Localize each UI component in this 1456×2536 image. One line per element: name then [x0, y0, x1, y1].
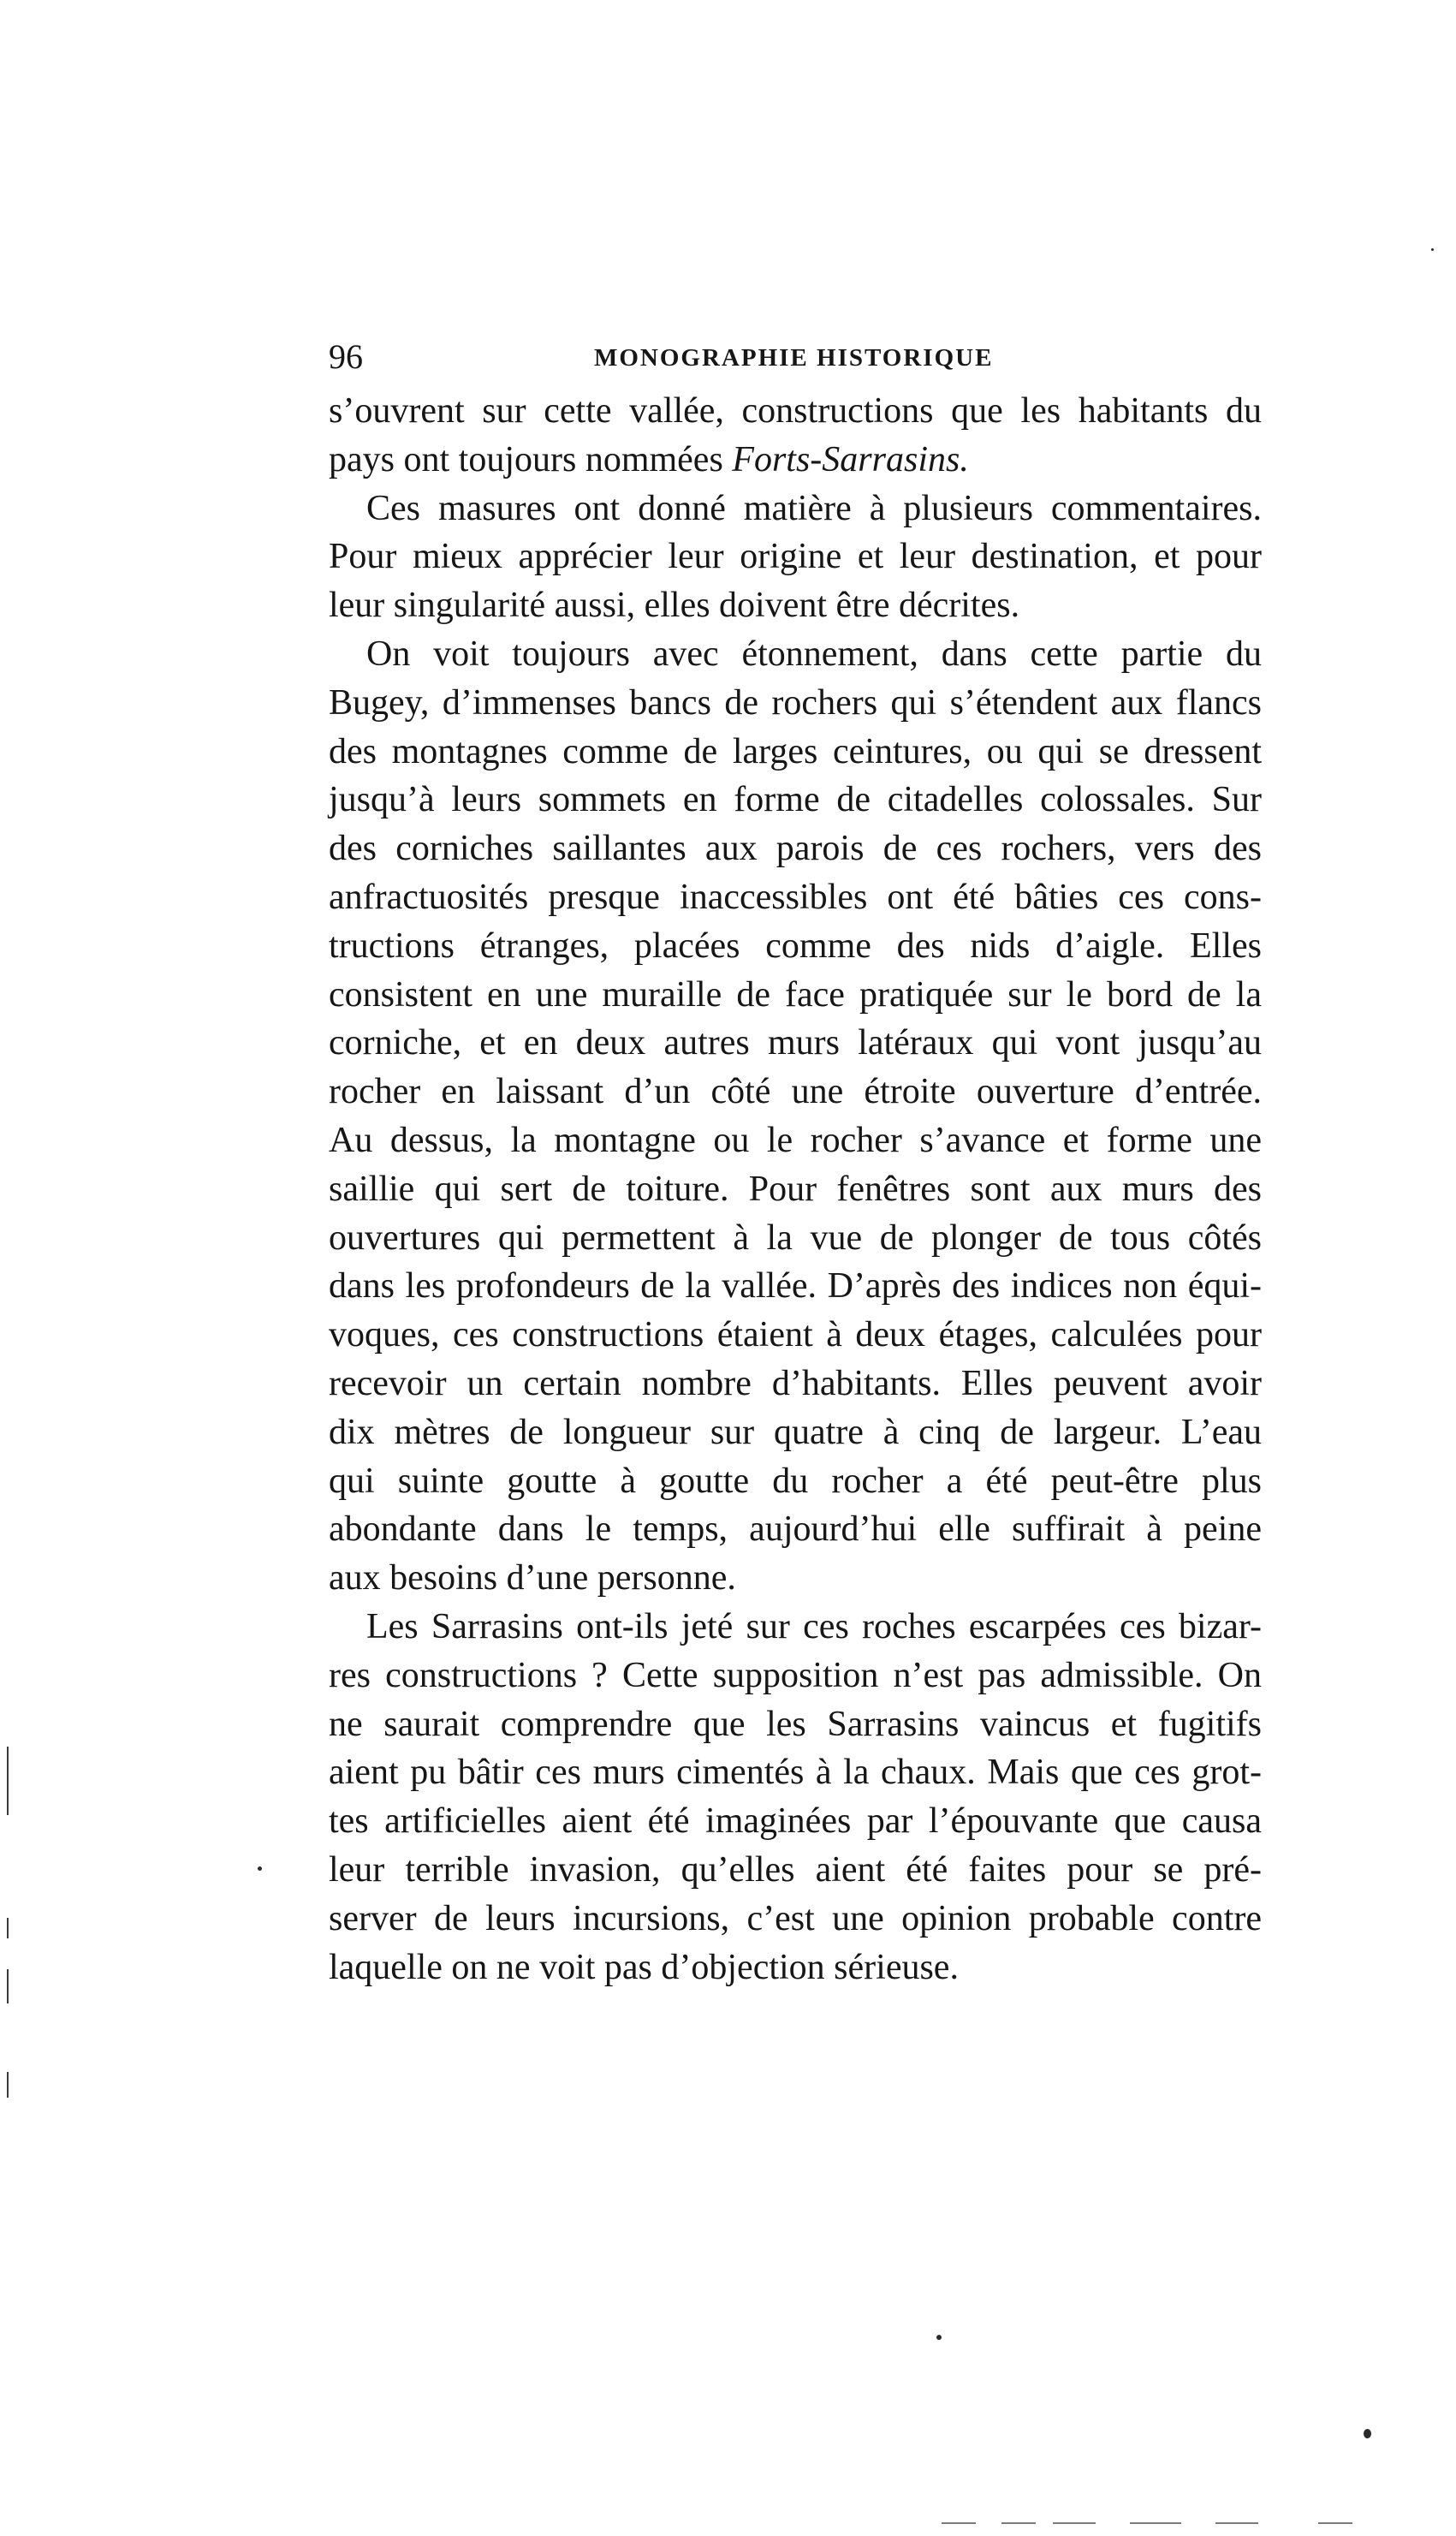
text-run: res constructions ? Cette supposition n’est pas admissible. On [329, 1655, 1262, 1695]
text-line [329, 1311, 1262, 1360]
text-line [329, 1554, 1262, 1603]
text-run: rocher en laissant d’un côté une étroite ouverture d’entrée. [329, 1072, 1262, 1112]
text-run: s’ouvrent sur cette vallée, constructions que les habitants du [329, 391, 1262, 431]
text-line [329, 1019, 1262, 1068]
text-line [329, 1457, 1262, 1506]
body-text [329, 387, 1262, 1991]
text-line [329, 1603, 1262, 1652]
text-line [329, 581, 1262, 630]
text-run: tructions étranges, placées comme des nids d’aigle. Elles [329, 926, 1262, 966]
scan-mark [7, 1969, 9, 2003]
text-run: Bugey, d’immenses bancs de rochers qui s’étendent aux flancs [329, 682, 1262, 723]
scan-mark [7, 1747, 9, 1815]
text-run: jusqu’à leurs sommets en forme de citadelles colossales. Sur [329, 780, 1262, 820]
text-line [329, 1116, 1262, 1165]
text-line [329, 922, 1262, 971]
text-line [329, 776, 1262, 824]
text-line [329, 1797, 1262, 1846]
text-run: qui suinte goutte à goutte du rocher a été peut-être plus [329, 1461, 1262, 1501]
text-run: corniche, et en deux autres murs latéraux qui vont jusqu’au [329, 1023, 1262, 1063]
text-line [329, 630, 1262, 679]
paragraph [329, 485, 1262, 630]
text-run: recevoir un certain nombre d’habitants. Elles peuvent avoir [329, 1363, 1262, 1403]
italic-text: Forts-Sarrasins. [732, 439, 969, 479]
text-line [329, 1408, 1262, 1457]
scan-mark [1001, 2522, 1036, 2524]
text-line [329, 1262, 1262, 1311]
text-run: leur singularité aussi, elles doivent être décrites. [329, 586, 1020, 626]
text-line [329, 1895, 1262, 1944]
text-run: Au dessus, la montagne ou le rocher s’avance et forme une [329, 1120, 1262, 1160]
scan-mark [1130, 2522, 1181, 2524]
scan-speck [936, 2335, 942, 2340]
text-line [329, 824, 1262, 873]
text-line [329, 1505, 1262, 1554]
running-head [329, 336, 1262, 378]
text-line [329, 485, 1262, 533]
text-run: abondante dans le temps, aujourd’hui elle suffirait à peine [329, 1509, 1262, 1550]
paragraph [329, 630, 1262, 1603]
text-line [329, 1944, 1262, 1992]
text-run: laquelle on ne voit pas d’objection sérieuse. [329, 1947, 959, 1987]
text-run: Les Sarrasins ont-ils jeté sur ces roches escarpées ces bizar- [366, 1606, 1262, 1646]
text-run: voques, ces constructions étaient à deux étages, calculées pour [329, 1315, 1262, 1355]
text-line [329, 1748, 1262, 1797]
scan-speck [258, 1866, 262, 1871]
text-run: Ces masures ont donné matière à plusieurs commentaires. [366, 488, 1262, 528]
scan-speck [1364, 2429, 1371, 2438]
text-run: tes artificielles aient été imaginées par l’épouvante que causa [329, 1801, 1262, 1842]
text-line [329, 1846, 1262, 1895]
text-run: aient pu bâtir ces murs cimentés à la chaux. Mais que ces grot- [329, 1753, 1262, 1793]
text-line [329, 436, 1262, 485]
page-number: 96 [329, 337, 363, 376]
text-run: server de leurs incursions, c’est une opinion probable contre [329, 1898, 1262, 1938]
text-line [329, 873, 1262, 922]
text-line [329, 679, 1262, 728]
text-run: dans les profondeurs de la vallée. D’après des indices non équi- [329, 1266, 1262, 1307]
running-title: MONOGRAPHIE HISTORIQUE [594, 344, 994, 372]
text-run: anfractuosités presque inaccessibles ont été bâties ces cons- [329, 877, 1262, 917]
text-line [329, 387, 1262, 436]
scan-mark [1318, 2522, 1352, 2524]
text-line [329, 1652, 1262, 1700]
text-run: ne saurait comprendre que les Sarrasins vaincus et fugitifs [329, 1704, 1262, 1744]
text-run: ouvertures qui permettent à la vue de plonger de tous côtés [329, 1217, 1262, 1258]
text-run: des montagnes comme de larges ceintures, ou qui se dressent [329, 731, 1262, 771]
text-line [329, 728, 1262, 777]
text-run: dix mètres de longueur sur quatre à cinq de largeur. L’eau [329, 1412, 1262, 1452]
text-run: aux besoins d’une personne. [329, 1558, 736, 1598]
text-run: saillie qui sert de toiture. Pour fenêtres sont aux murs des [329, 1169, 1262, 1209]
text-run: Pour mieux apprécier leur origine et leur destination, et pour [329, 537, 1262, 577]
text-line [329, 971, 1262, 1020]
text-run: leur terrible invasion, qu’elles aient été faites pour se pré- [329, 1849, 1262, 1890]
text-line [329, 1360, 1262, 1408]
scan-speck [1431, 248, 1434, 251]
text-run: consistent en une muraille de face pratiquée sur le bord de la [329, 974, 1262, 1015]
text-line [329, 533, 1262, 581]
text-run: pays ont toujours nommées [329, 439, 733, 479]
scan-mark [7, 1918, 9, 1938]
paragraph [329, 1603, 1262, 1991]
text-line [329, 1214, 1262, 1263]
text-line [329, 1068, 1262, 1116]
scan-mark [7, 2072, 9, 2098]
scan-mark [1053, 2522, 1096, 2524]
text-run: des corniches saillantes aux parois de ces rochers, vers des [329, 829, 1262, 869]
text-run: On voit toujours avec étonnement, dans cette partie du [366, 634, 1262, 674]
paragraph [329, 387, 1262, 485]
scan-mark [1215, 2522, 1258, 2524]
text-line [329, 1700, 1262, 1749]
scan-mark [942, 2522, 976, 2524]
text-line [329, 1165, 1262, 1214]
